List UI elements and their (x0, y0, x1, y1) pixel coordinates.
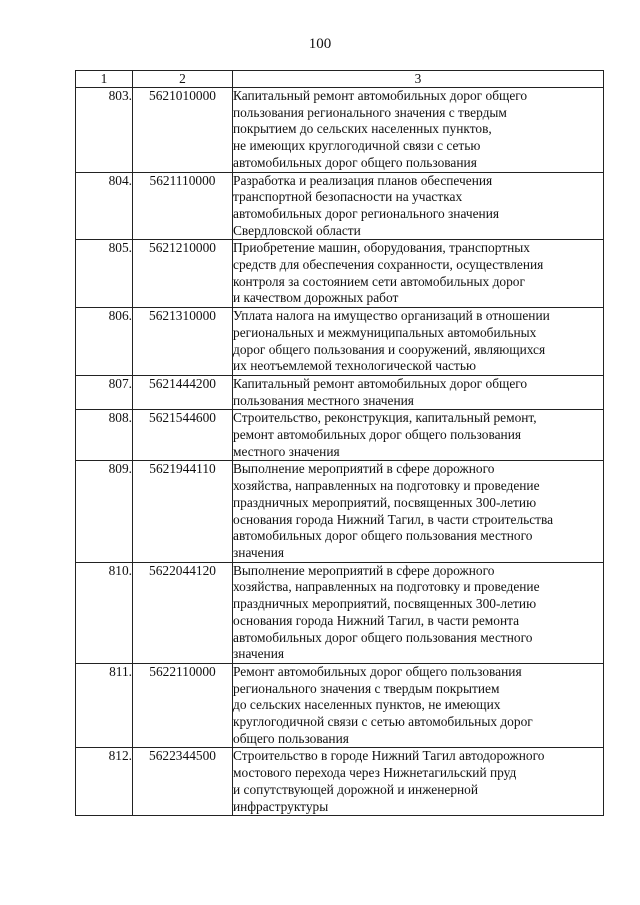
row-code: 5621210000 (133, 240, 233, 308)
description-line: местного значения (233, 443, 340, 459)
description-line: Ремонт автомобильных дорог общего пользования (233, 663, 522, 679)
description-line: Выполнение мероприятий в сфере дорожного (233, 461, 495, 477)
description-line: региональных и межмуниципальных автомобильных (233, 324, 537, 340)
description-line: основания города Нижний Тагил, в части строительства (233, 511, 554, 527)
row-description (233, 410, 604, 461)
row-code: 5622110000 (133, 663, 233, 748)
row-code: 5622044120 (133, 562, 233, 663)
row-code: 5621310000 (133, 308, 233, 376)
row-number: 807. (76, 375, 133, 409)
description-line: Свердловской области (233, 222, 361, 238)
description-line: пользования местного значения (233, 392, 414, 408)
row-description (233, 240, 604, 308)
row-code: 5621544600 (133, 410, 233, 461)
description-line: и сопутствующей дорожной и инженерной (233, 781, 479, 797)
description-line: автомобильных дорог общего пользования местного (233, 629, 533, 645)
table-row (76, 308, 604, 376)
description-line: транспортной безопасности на участках (233, 189, 463, 205)
table-row (76, 172, 604, 240)
description-line: дорог общего пользования и сооружений, являющихся (233, 341, 546, 357)
row-number: 806. (76, 308, 133, 376)
page-number: 100 (308, 36, 332, 52)
row-description (233, 375, 604, 409)
table-row (76, 375, 604, 409)
row-number: 809. (76, 461, 133, 562)
description-line: Разработка и реализация планов обеспечения (233, 172, 493, 188)
description-line: автомобильных дорог общего пользования (233, 154, 477, 170)
description-line: Капитальный ремонт автомобильных дорог общего (233, 88, 528, 103)
row-number: 803. (76, 88, 133, 173)
description-line: инфраструктуры (233, 798, 329, 814)
table-row (76, 461, 604, 562)
description-line: покрытием до сельских населенных пунктов, (233, 121, 492, 137)
row-code: 5622344500 (133, 748, 233, 816)
row-description (233, 748, 604, 816)
description-line: мостового перехода через Нижнетагильский пруд (233, 765, 517, 781)
description-line: средств для обеспечения сохранности, осуществления (233, 257, 544, 273)
description-line: автомобильных дорог регионального значения (233, 205, 500, 221)
row-description (233, 172, 604, 240)
description-line: праздничных мероприятий, посвященных 300-летию (233, 494, 537, 510)
row-code: 5621944110 (133, 461, 233, 562)
description-line: хозяйства, направленных на подготовку и проведение (233, 579, 540, 595)
row-code: 5621110000 (133, 172, 233, 240)
row-code: 5621444200 (133, 375, 233, 409)
description-line: значения (233, 646, 285, 662)
description-line: Выполнение мероприятий в сфере дорожного (233, 562, 495, 578)
row-description (233, 663, 604, 748)
table-row (76, 663, 604, 748)
description-line: и качеством дорожных работ (233, 290, 399, 306)
table-row (76, 562, 604, 663)
column-header-code: 2 (133, 71, 233, 88)
description-line: круглогодичной связи с сетью автомобильных дорог (233, 714, 533, 730)
row-number: 804. (76, 172, 133, 240)
description-line: Капитальный ремонт автомобильных дорог общего (233, 375, 528, 391)
table-row (76, 240, 604, 308)
description-line: контроля за состоянием сети автомобильных дорог (233, 273, 525, 289)
description-line: не имеющих круглогодичной связи с сетью (233, 138, 481, 154)
row-number: 810. (76, 562, 133, 663)
description-line: общего пользования (233, 730, 349, 746)
row-number: 808. (76, 410, 133, 461)
table-row (76, 88, 604, 173)
description-line: значения (233, 544, 285, 560)
description-line: хозяйства, направленных на подготовку и проведение (233, 478, 540, 494)
description-line: праздничных мероприятий, посвященных 300-летию (233, 596, 537, 612)
description-line: ремонт автомобильных дорог общего пользования (233, 427, 522, 443)
description-line: основания города Нижний Тагил, в части ремонта (233, 612, 520, 628)
table-row (76, 410, 604, 461)
column-header-number: 1 (76, 71, 133, 88)
row-number: 811. (76, 663, 133, 748)
row-code: 5621010000 (133, 88, 233, 173)
row-number: 805. (76, 240, 133, 308)
description-line: их неотъемлемой технологической частью (233, 358, 476, 374)
column-header-description: 3 (233, 71, 604, 88)
row-description (233, 461, 604, 562)
description-line: пользования регионального значения с твердым (233, 104, 507, 120)
description-line: регионального значения с твердым покрытием (233, 680, 500, 696)
row-description (233, 562, 604, 663)
budget-codes-table (75, 70, 604, 816)
description-line: Уплата налога на имущество организаций в отношении (233, 308, 550, 324)
row-description (233, 88, 604, 173)
description-line: Строительство, реконструкция, капитальный ремонт, (233, 410, 537, 426)
table-header-row (76, 71, 604, 88)
row-number: 812. (76, 748, 133, 816)
description-line: Приобретение машин, оборудования, транспортных (233, 240, 530, 256)
description-line: автомобильных дорог общего пользования местного (233, 528, 533, 544)
row-description (233, 308, 604, 376)
description-line: до сельских населенных пунктов, не имеющих (233, 697, 501, 713)
table-row (76, 748, 604, 816)
description-line: Строительство в городе Нижний Тагил автодорожного (233, 748, 545, 764)
